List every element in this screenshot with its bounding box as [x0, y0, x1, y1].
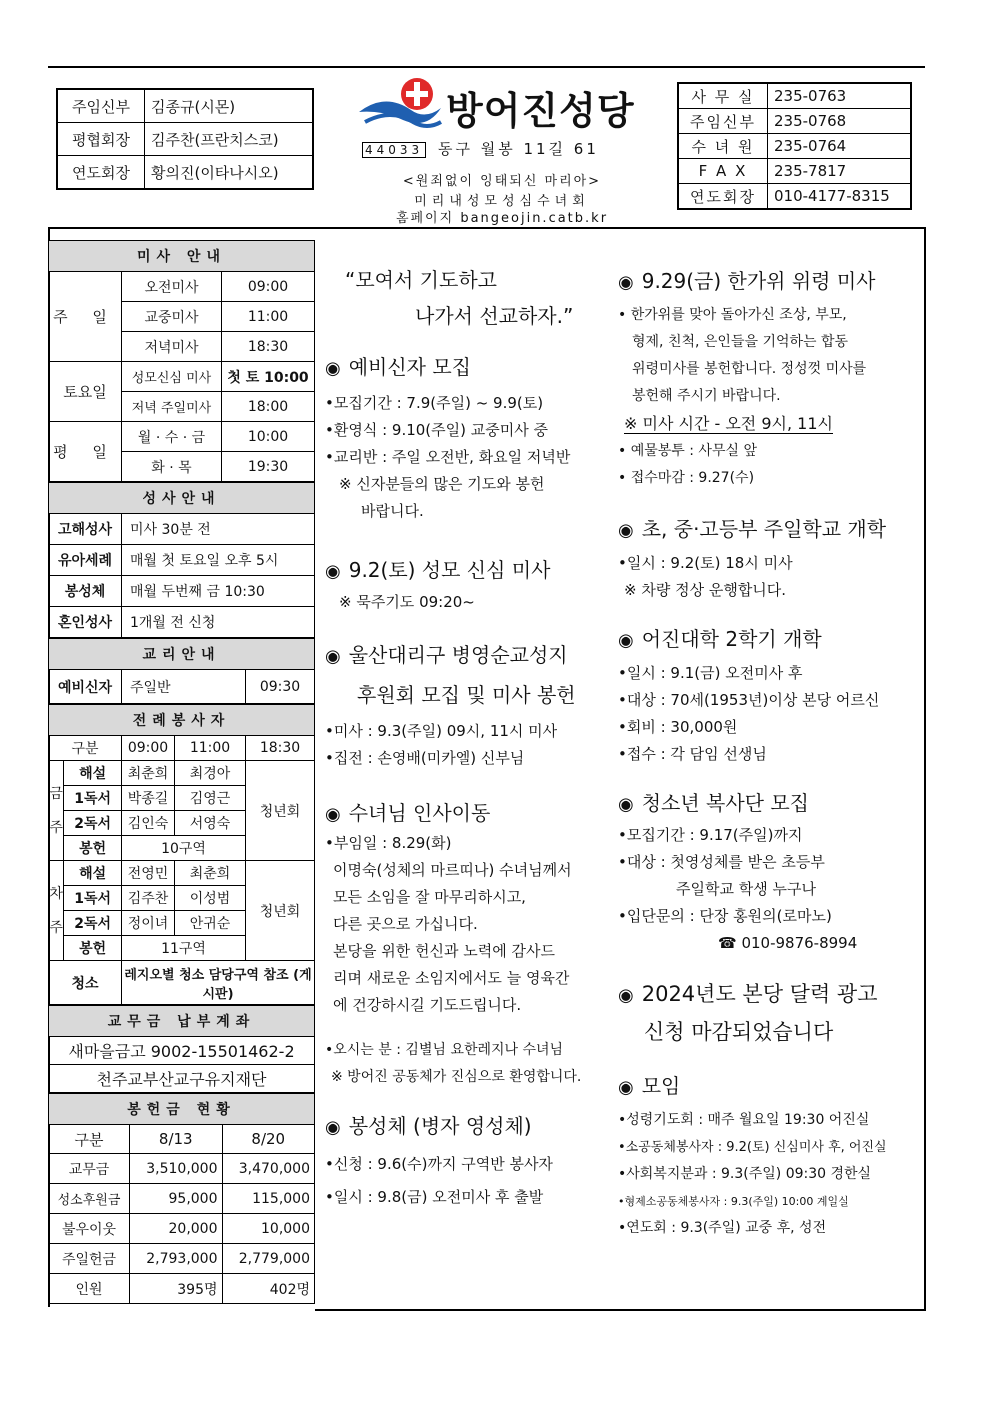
quote-line: 나가서 선교하자.”	[415, 304, 574, 328]
offering-name: 성소후원금	[49, 1184, 130, 1214]
section-title: ◉ 2024년도 본당 달력 광고	[618, 982, 878, 1006]
section-title: ◉ 어진대학 2학기 개학	[618, 627, 822, 651]
bullet-circle-icon: ◉	[325, 646, 341, 667]
sacrament-value: 매월 두번째 금 10:30	[122, 576, 315, 607]
server-name: 최춘희	[175, 861, 246, 886]
officer-role: 주임신부	[57, 89, 145, 123]
servers-head: 18:30	[246, 736, 315, 761]
section-title: ◉ 수녀님 인사이동	[325, 801, 491, 825]
text-line: 이명숙(성체의 마르띠나) 수녀님께서	[333, 861, 572, 879]
cleaning-label: 청소	[49, 961, 122, 1005]
sacrament-title: 성사안내	[49, 483, 315, 514]
text-line: • 접수마감 : 9.27(수)	[618, 470, 755, 486]
server-role: 해설	[64, 861, 122, 886]
phone-number: 235-0768	[768, 109, 912, 134]
mass-name: 화 · 목	[122, 452, 222, 482]
phone-label: 사 무 실	[678, 83, 768, 109]
phone-row	[678, 83, 911, 109]
text-line: •일시 : 9.1(금) 오전미사 후	[618, 664, 803, 682]
servers-table	[48, 704, 315, 1005]
mass-time: 11:00	[222, 302, 315, 332]
server-name: 이성범	[175, 886, 246, 911]
mass-name: 성모신심 미사	[122, 362, 222, 392]
bullet-circle-icon: ◉	[325, 561, 341, 582]
text-line: •회비 : 30,000원	[618, 718, 738, 736]
sacrament-table	[48, 482, 315, 638]
offering-head: 구분	[49, 1125, 130, 1154]
server-role: 2독서	[64, 811, 122, 836]
phone-number: 235-0764	[768, 134, 912, 159]
sacrament-name: 고해성사	[49, 514, 122, 545]
frame-top	[48, 227, 315, 229]
server-name: 김영근	[175, 786, 246, 811]
mass-name: 저녁 주일미사	[122, 392, 222, 422]
section-title: ◉ 9.2(토) 성모 신심 미사	[325, 558, 551, 582]
text-line: •일시 : 9.8(금) 오전미사 후 출발	[325, 1188, 544, 1206]
offering-value: 95,000	[130, 1184, 223, 1214]
mass-time: 09:00	[222, 272, 315, 302]
offering-name: 불우이웃	[49, 1214, 130, 1244]
sacrament-value: 1개월 전 신청	[122, 607, 315, 638]
text-line: 형제, 친척, 은인들을 기억하는 합동	[632, 334, 849, 350]
server-name: 최춘희	[122, 761, 175, 786]
offering-value: 115,000	[222, 1184, 315, 1214]
section-title: ◉ 모임	[618, 1074, 681, 1098]
server-evening: 청년회	[246, 761, 315, 861]
phone-label: 주임신부	[678, 109, 768, 134]
text-line: ☎ 010-9876-8994	[718, 934, 858, 952]
top-rule	[48, 66, 925, 68]
section-title: ◉ 예비신자 모집	[325, 355, 471, 379]
mass-time: 18:00	[222, 392, 315, 422]
text-line: •입단문의 : 단장 홍원의(로마노)	[618, 907, 832, 925]
phone-row	[678, 184, 911, 210]
this-week-label: 금 주	[49, 761, 64, 861]
text-line: ※ 미사 시간 - 오전 9시, 11시	[624, 414, 833, 433]
offering-value: 2,793,000	[130, 1244, 223, 1274]
text-line: •신청 : 9.6(수)까지 구역반 봉사자	[325, 1155, 553, 1173]
address: 동구 월봉 11길 61	[437, 140, 599, 158]
mass-name: 월 · 수 · 금	[122, 422, 222, 452]
middle-column	[325, 262, 610, 1211]
left-column	[48, 240, 315, 1304]
homepage-label: 홈페이지	[395, 211, 455, 226]
server-role: 1독서	[64, 886, 122, 911]
text-line: •모집기간 : 7.9(주일) ~ 9.9(토)	[325, 394, 544, 412]
account-title: 교무금 납부계좌	[49, 1006, 315, 1037]
offering-head: 8/13	[130, 1125, 223, 1154]
phone-label: 수 녀 원	[678, 134, 768, 159]
catechism-table	[48, 638, 315, 704]
text-line: 주일학교 학생 누구나	[676, 880, 816, 898]
server-role: 봉헌	[64, 836, 122, 861]
text-line: •연도회 : 9.3(주일) 교중 후, 성전	[618, 1220, 827, 1236]
mass-time: 19:30	[222, 452, 315, 482]
sacrament-name: 유아세례	[49, 545, 122, 576]
bullet-circle-icon: ◉	[325, 804, 341, 825]
phone-number: 010-4177-8315	[768, 184, 912, 210]
text-line: •환영식 : 9.10(주일) 교중미사 중	[325, 421, 548, 439]
text-line: •부임일 : 8.29(화)	[325, 834, 452, 852]
text-line: 봉헌해 주시기 바랍니다.	[632, 388, 781, 404]
server-role: 1독서	[64, 786, 122, 811]
bullet-circle-icon: ◉	[325, 358, 341, 379]
text-line: •집전 : 손영배(미카엘) 신부님	[325, 749, 525, 767]
bullet-circle-icon: ◉	[325, 1117, 341, 1138]
text-line: 다른 곳으로 가십니다.	[333, 915, 478, 933]
offering-name: 인원	[49, 1274, 130, 1304]
section-title-cont: 후원회 모집 및 미사 봉헌	[357, 683, 576, 707]
section-title: ◉ 봉성체 (병자 영성체)	[325, 1114, 532, 1138]
server-evening: 청년회	[246, 861, 315, 961]
text-line: ※ 묵주기도 09:20~	[339, 593, 475, 611]
officer-role: 연도회장	[57, 156, 145, 190]
officer-row	[57, 89, 313, 123]
text-line: 리며 새로운 소임지에서도 늘 영육간	[333, 969, 570, 987]
servers-head: 구분	[49, 736, 122, 761]
offering-head: 8/20	[222, 1125, 315, 1154]
section-title: ◉ 청소년 복사단 모집	[618, 791, 809, 815]
offering-value: 3,470,000	[222, 1154, 315, 1184]
section-title: ◉ 초, 중·고등부 주일학교 개학	[618, 517, 887, 541]
server-role: 해설	[64, 761, 122, 786]
text-line: •교리반 : 주일 오전반, 화요일 저녁반	[325, 448, 571, 466]
weekday-label: 평 일	[49, 422, 122, 482]
server-role: 봉헌	[64, 936, 122, 961]
account-number: 새마을금고 9002-15501462-2	[49, 1037, 315, 1065]
section-title: ◉ 울산대리구 병영순교성지	[325, 643, 568, 667]
offering-name: 교무금	[49, 1154, 130, 1184]
text-line: 위령미사를 봉헌합니다. 정성껏 미사를	[632, 361, 867, 377]
address-line	[362, 138, 599, 159]
mass-name: 오전미사	[122, 272, 222, 302]
server-name: 박종길	[122, 786, 175, 811]
text-line: 에 건강하시길 기도드립니다.	[333, 996, 522, 1014]
section-title-cont: 신청 마감되었습니다	[644, 1020, 834, 1044]
offering-value: 2,779,000	[222, 1244, 315, 1274]
phone-row	[678, 159, 911, 184]
patron: <원죄없이 잉태되신 마리아>	[402, 174, 602, 189]
text-line: •모집기간 : 9.17(주일)까지	[618, 826, 803, 844]
bullet-circle-icon: ◉	[618, 1077, 634, 1098]
officer-row	[57, 156, 313, 190]
postcode: 44033	[362, 142, 426, 158]
next-week-label: 차 주	[49, 861, 64, 961]
sunday-label: 주 일	[49, 272, 122, 362]
bullet-circle-icon: ◉	[618, 520, 634, 541]
phone-table	[677, 82, 912, 210]
text-line: •소공동체봉사자 : 9.2(토) 신심미사 후, 어진실	[618, 1140, 887, 1155]
text-line: •대상 : 70세(1953년)이상 본당 어르신	[618, 691, 880, 709]
offering-name: 주일헌금	[49, 1244, 130, 1274]
bullet-circle-icon: ◉	[618, 630, 634, 651]
catechism-title: 교리안내	[49, 639, 315, 670]
right-column	[618, 266, 918, 1242]
bullet-circle-icon: ◉	[618, 272, 634, 293]
sisters: 미리내성모성심수녀회	[414, 194, 590, 209]
text-line: • 한가위를 맞아 돌아가신 조상, 부모,	[618, 307, 847, 323]
mass-table	[48, 240, 315, 482]
homepage-line	[362, 207, 642, 226]
bullet-circle-icon: ◉	[618, 794, 634, 815]
officers-table	[56, 88, 314, 190]
text-line: ※ 신자분들의 많은 기도와 봉헌	[339, 475, 545, 493]
officer-name: 김주찬(프란치스코)	[145, 123, 314, 156]
text-line: • 예물봉투 : 사무실 앞	[618, 443, 757, 459]
text-line: •미사 : 9.3(주일) 09시, 11시 미사	[325, 722, 558, 740]
text-line: 본당을 위한 헌신과 노력에 감사드	[333, 942, 555, 960]
homepage-link[interactable]: bangeojin.catb.kr	[460, 211, 609, 226]
mass-time: 18:30	[222, 332, 315, 362]
mass-time: 첫 토 10:00	[222, 362, 315, 392]
server-name: 서영숙	[175, 811, 246, 836]
phone-number: 235-0763	[768, 83, 912, 109]
server-name: 최경아	[175, 761, 246, 786]
server-name: 전영민	[122, 861, 175, 886]
officer-name: 황의진(이타나시오)	[145, 156, 314, 190]
church-logo-icon	[355, 72, 445, 134]
offering-value: 395명	[130, 1274, 223, 1304]
catechism-class: 주일반	[122, 670, 246, 704]
mass-time: 10:00	[222, 422, 315, 452]
servers-head: 11:00	[175, 736, 246, 761]
officer-role: 평협회장	[57, 123, 145, 156]
server-name: 정이녀	[122, 911, 175, 936]
phone-label: F A X	[678, 159, 768, 184]
quote-line: “모여서 기도하고	[345, 268, 497, 292]
section-title: ◉ 9.29(금) 한가위 위령 미사	[618, 269, 876, 293]
server-name: 안귀순	[175, 911, 246, 936]
text-line: 바랍니다.	[361, 502, 424, 520]
text-line: ※ 차량 정상 운행합니다.	[624, 581, 787, 599]
server-role: 2독서	[64, 911, 122, 936]
text-line: •성령기도회 : 매주 월요일 19:30 어진실	[618, 1112, 870, 1128]
offering-value: 20,000	[130, 1214, 223, 1244]
servers-title: 전례봉사자	[49, 705, 315, 736]
phone-row	[678, 134, 911, 159]
servers-head: 09:00	[122, 736, 175, 761]
text-line: •접수 : 각 담임 선생님	[618, 745, 767, 763]
sacrament-value: 매월 첫 토요일 오후 5시	[122, 545, 315, 576]
text-line: 모든 소임을 잘 마무리하시고,	[333, 888, 526, 906]
bullet-circle-icon: ◉	[618, 985, 634, 1006]
cleaning-value: 레지오별 청소 담당구역 참조 (게시판)	[122, 961, 315, 1005]
phone-number: 235-7817	[768, 159, 912, 184]
server-offering: 11구역	[122, 936, 246, 961]
phone-row	[678, 109, 911, 134]
sacrament-name: 혼인성사	[49, 607, 122, 638]
offering-table	[48, 1093, 315, 1304]
offering-title: 봉헌금 현황	[49, 1094, 315, 1125]
officer-name: 김종규(시몬)	[145, 89, 314, 123]
mass-name: 교중미사	[122, 302, 222, 332]
account-owner: 천주교부산교구유지재단	[49, 1065, 315, 1093]
catechism-name: 예비신자	[49, 670, 122, 704]
server-offering: 10구역	[122, 836, 246, 861]
mass-name: 저녁미사	[122, 332, 222, 362]
phone-label: 연도회장	[678, 184, 768, 210]
catechism-time: 09:30	[246, 670, 315, 704]
server-name: 김인숙	[122, 811, 175, 836]
account-table	[48, 1005, 315, 1093]
church-name: 방어진성당	[446, 89, 635, 133]
server-name: 김주찬	[122, 886, 175, 911]
text-line: •오시는 분 : 김별님 요한레지나 수녀님	[325, 1042, 564, 1058]
sacrament-value: 미사 30분 전	[122, 514, 315, 545]
saturday-label: 토요일	[49, 362, 122, 422]
officer-row	[57, 123, 313, 156]
mass-title: 미사 안내	[49, 241, 315, 272]
text-line: •대상 : 첫영성체를 받은 초등부	[618, 853, 825, 871]
offering-value: 3,510,000	[130, 1154, 223, 1184]
text-line: •사회복지분과 : 9.3(주일) 09:30 경한실	[618, 1166, 872, 1182]
offering-value: 10,000	[222, 1214, 315, 1244]
text-line: •일시 : 9.2(토) 18시 미사	[618, 554, 793, 572]
text-line: •형제소공동체봉사자 : 9.3(주일) 10:00 계일실	[618, 1195, 849, 1208]
sacrament-name: 봉성체	[49, 576, 122, 607]
offering-value: 402명	[222, 1274, 315, 1304]
text-line: ※ 방어진 공동체가 진심으로 환영합니다.	[331, 1069, 582, 1085]
